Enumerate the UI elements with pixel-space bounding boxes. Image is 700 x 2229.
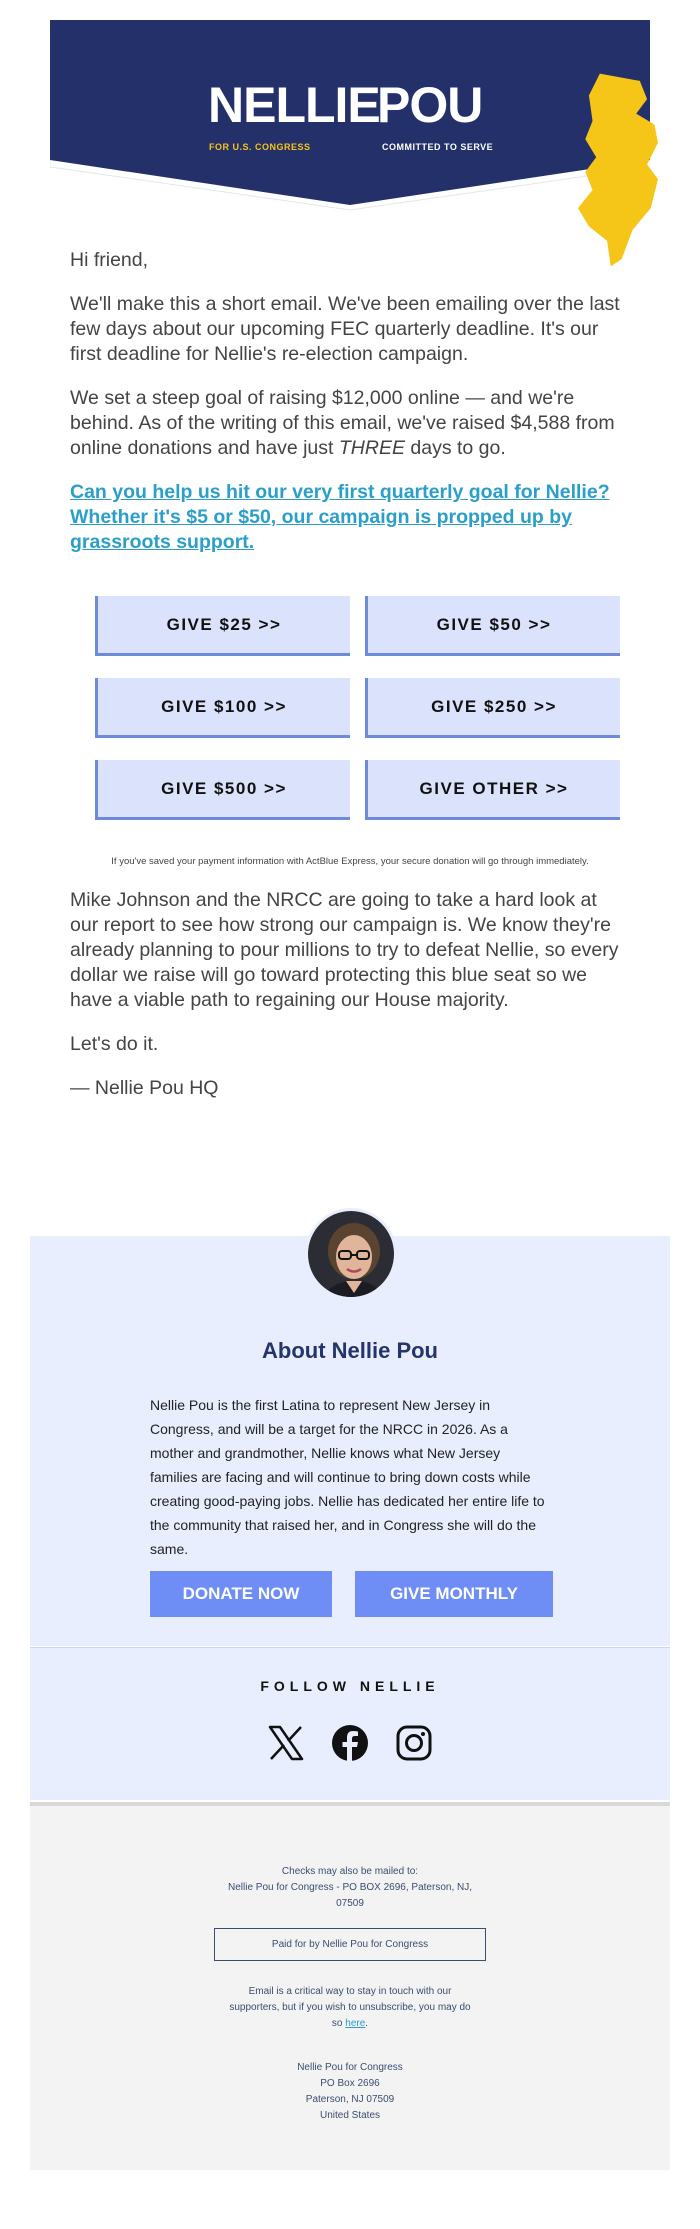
- paid-for-disclaimer: Paid for by Nellie Pou for Congress: [214, 1928, 486, 1961]
- actblue-express-note: If you've saved your payment information with ActBlue Express, your secure donation will go through immediately.: [111, 856, 589, 867]
- give-50-button[interactable]: GIVE $50 >>: [365, 596, 620, 656]
- logo-tagline-right: COMMITTED TO SERVE: [382, 142, 494, 152]
- footer-address: [30, 2060, 670, 2124]
- avatar: [305, 1208, 397, 1300]
- about-title: About Nellie Pou: [262, 1338, 438, 1363]
- paragraph-lets-do-it: Let's do it.: [70, 1033, 159, 1055]
- paragraph-goal-emphasis: THREE: [338, 437, 405, 459]
- paragraph-goal-end: days to go.: [404, 437, 506, 459]
- instagram-icon[interactable]: [394, 1723, 434, 1763]
- unsubscribe-suffix: .: [365, 2018, 369, 2029]
- paragraph-goal-text: We set a steep goal of raising $12,000 online — and we're behind. As of the writing of this email, we've raised $4,588 from online donations and have just: [70, 387, 615, 459]
- footer: [30, 1802, 670, 2170]
- give-100-button[interactable]: GIVE $100 >>: [95, 678, 350, 738]
- signoff: — Nellie Pou HQ: [70, 1077, 219, 1099]
- unsubscribe-line-1: Email is a critical way to stay in touch with our: [248, 1986, 452, 1997]
- paragraph-goal: [70, 386, 630, 461]
- address-line: United States: [319, 2110, 381, 2121]
- checks-mailing-info: [30, 1864, 670, 1912]
- x-icon[interactable]: [266, 1723, 306, 1763]
- give-25-button[interactable]: GIVE $25 >>: [95, 596, 350, 656]
- give-500-button[interactable]: GIVE $500 >>: [95, 760, 350, 820]
- donate-cta-link[interactable]: Can you help us hit our very first quarterly goal for Nellie? Whether it's $5 or $50, our campaign is propped up by grassroots support.: [70, 481, 610, 553]
- address-line: PO Box 2696: [320, 2078, 380, 2089]
- header-banner: [50, 20, 650, 220]
- follow-title: FOLLOW NELLIE: [260, 1678, 440, 1694]
- unsubscribe-line-2: supporters, but if you wish to unsubscribe, you may do: [229, 2002, 471, 2013]
- unsubscribe-line-3: [30, 2016, 670, 2032]
- paragraph-intro: We'll make this a short email. We've been emailing over the last few days about our upcoming FEC quarterly deadline. It's our first deadline for Nellie's re-election campaign.: [70, 293, 620, 365]
- address-line: Paterson, NJ 07509: [305, 2094, 395, 2105]
- checks-line-1: Checks may also be mailed to:: [281, 1866, 419, 1877]
- logo-first-name: NELLIE: [208, 77, 380, 133]
- give-other-button[interactable]: GIVE OTHER >>: [365, 760, 620, 820]
- donate-now-button[interactable]: DONATE NOW: [150, 1571, 332, 1617]
- greeting: Hi friend,: [70, 249, 149, 271]
- facebook-icon[interactable]: [330, 1723, 370, 1763]
- email-body: [70, 248, 630, 555]
- about-text: Nellie Pou is the first Latina to represent New Jersey in Congress, and will be a target for the NRCC in 2026. As a mother and grandmother, Nellie knows what New Jersey families are facing and will continue to bring down costs while creating good-paying jobs. Nellie has dedicated her entire life to the community that raised her, and in Congress she will do the same.: [150, 1397, 545, 1557]
- paragraph-nrcc: Mike Johnson and the NRCC are going to take a hard look at our report to see how strong our campaign is. We know they're already planning to pour millions to try to defeat Nellie, so every dollar we raise will go toward protecting this blue seat so we have a viable path to regaining our House majority.: [70, 889, 619, 1011]
- checks-line-2: Nellie Pou for Congress - PO BOX 2696, Paterson, NJ,: [228, 1882, 472, 1893]
- unsubscribe-link[interactable]: here: [345, 2018, 366, 2029]
- unsubscribe-prefix: so: [331, 2018, 346, 2029]
- address-line: Nellie Pou for Congress: [297, 2062, 403, 2073]
- unsubscribe-info: [30, 1984, 670, 2032]
- give-250-button[interactable]: GIVE $250 >>: [365, 678, 620, 738]
- email-body-continued: [70, 888, 630, 1120]
- follow-section: [30, 1647, 670, 1800]
- logo-last-name: POU: [377, 77, 483, 133]
- campaign-logo: [50, 70, 650, 180]
- give-monthly-button[interactable]: GIVE MONTHLY: [355, 1571, 553, 1617]
- logo-tagline-left: FOR U.S. CONGRESS: [209, 142, 311, 152]
- checks-line-3: 07509: [336, 1898, 364, 1909]
